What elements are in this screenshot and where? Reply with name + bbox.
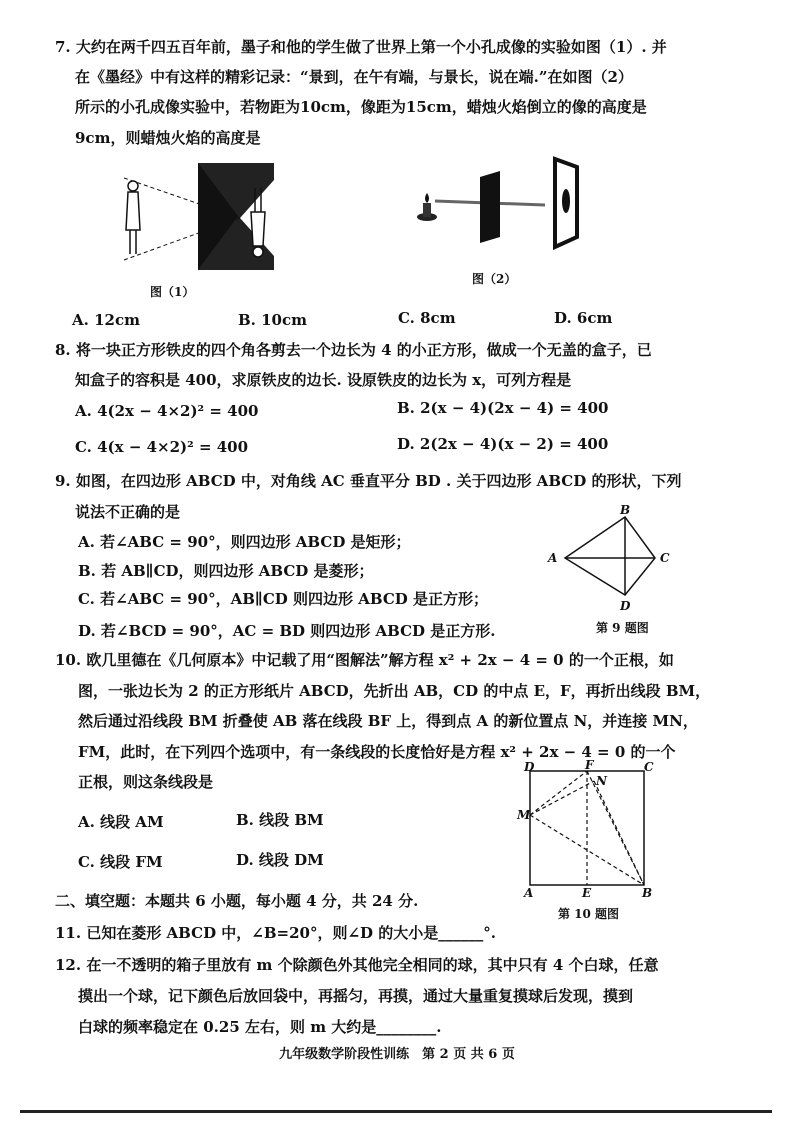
q9-label-b: B — [620, 503, 631, 517]
q9-line-1: 9. 如图，在四边形 ABCD 中，对角线 AC 垂直平分 BD . 关于四边形 ABCD 的形状，下列 — [55, 472, 682, 490]
pinhole-figure-2 — [405, 155, 595, 260]
bottom-rule — [20, 1110, 772, 1113]
q7-option-b[interactable]: B. 10cm — [238, 311, 308, 329]
q10-label-f: F — [585, 758, 594, 772]
q8-option-c[interactable]: C. 4(x − 4×2)² = 400 — [75, 438, 249, 456]
q9-option-d[interactable]: D. 若∠BCD = 90°，AC = BD 则四边形 ABCD 是正方形. — [78, 622, 496, 640]
q10-fig-caption: 第 10 题图 — [558, 907, 620, 921]
q9-option-c[interactable]: C. 若∠ABC = 90°，AB∥CD 则四边形 ABCD 是正方形； — [78, 590, 489, 608]
q8-option-b[interactable]: B. 2(x − 4)(2x − 4) = 400 — [397, 399, 609, 417]
q10-line-5: 正根，则这条线段是 — [78, 773, 214, 791]
q10-label-m: M — [517, 808, 531, 822]
q10-line-2: 图，一张边长为 2 的正方形纸片 ABCD，先折出 AB，CD 的中点 E，F，再折出线段 BM， — [78, 682, 711, 700]
q9-option-a[interactable]: A. 若∠ABC = 90°，则四边形 ABCD 是矩形； — [78, 533, 411, 551]
q10-option-a[interactable]: A. 线段 AM — [78, 813, 164, 831]
q12-line-1: 12. 在一不透明的箱子里放有 m 个除颜色外其他完全相同的球，其中只有 4 个白球，任意 — [55, 956, 659, 974]
q8-line-1: 8. 将一块正方形铁皮的四个角各剪去一个边长为 4 的小正方形，做成一个无盖的盒子，已 — [55, 341, 652, 359]
q10-line-4: FM，此时，在下列四个选项中，有一条线段的长度恰好是方程 x² + 2x − 4 = 0 的一个 — [78, 743, 676, 761]
q9-option-b[interactable]: B. 若 AB∥CD，则四边形 ABCD 是菱形； — [78, 562, 374, 580]
q9-label-a: A — [548, 551, 558, 565]
q7-line-2: 在《墨经》中有这样的精彩记录：“景到，在午有端，与景长，说在端.”在如图（2） — [75, 68, 633, 86]
q9-kite-figure — [540, 500, 680, 615]
q9-label-d: D — [620, 599, 631, 613]
q11: 11. 已知在菱形 ABCD 中，∠B=20°，则∠D 的大小是______°. — [55, 924, 497, 942]
q7-option-d[interactable]: D. 6cm — [554, 309, 613, 327]
q10-label-n: N — [596, 774, 607, 788]
fig2-caption: 图（2） — [472, 272, 517, 286]
page-footer: 九年级数学阶段性训练 第 2 页 共 6 页 — [279, 1047, 515, 1062]
q10-option-c[interactable]: C. 线段 FM — [78, 853, 163, 871]
q9-label-c: C — [660, 551, 670, 565]
q10-option-d[interactable]: D. 线段 DM — [236, 851, 324, 869]
q10-line-3: 然后通过沿线段 BM 折叠使 AB 落在线段 BF 上，得到点 A 的新位置点 N，并连接 MN， — [78, 712, 698, 730]
fig1-caption: 图（1） — [150, 285, 195, 299]
q7-option-a[interactable]: A. 12cm — [72, 311, 140, 329]
q10-label-a: A — [524, 886, 534, 900]
q10-label-c: C — [644, 760, 654, 774]
q7-line-4: 9cm，则蜡烛火焰的高度是 — [75, 129, 261, 147]
q7-option-c[interactable]: C. 8cm — [398, 309, 456, 327]
q8-line-2: 知盒子的容积是 400，求原铁皮的边长. 设原铁皮的边长为 x，可列方程是 — [75, 371, 572, 389]
q10-label-e: E — [582, 886, 592, 900]
section-2-heading: 二、填空题：本题共 6 小题，每小题 4 分，共 24 分. — [55, 892, 419, 910]
q7-line-3: 所示的小孔成像实验中，若物距为10cm，像距为15cm，蜡烛火焰倒立的像的高度是 — [75, 98, 647, 116]
q10-line-1: 10. 欧几里德在《几何原本》中记载了用“图解法”解方程 x² + 2x − 4 = 0 的一个正根，如 — [55, 651, 674, 669]
q10-square-figure — [520, 765, 660, 890]
q8-option-d[interactable]: D. 2(2x − 4)(x − 2) = 400 — [397, 435, 609, 453]
pinhole-figure-1 — [118, 160, 278, 275]
q9-fig-caption: 第 9 题图 — [596, 621, 649, 635]
q8-option-a[interactable]: A. 4(2x − 4×2)² = 400 — [75, 402, 259, 420]
q7-line-1: 7. 大约在两千四五百年前，墨子和他的学生做了世界上第一个小孔成像的实验如图（1）. 并 — [55, 38, 667, 56]
q10-label-d: D — [524, 760, 535, 774]
q12-line-3: 白球的频率稳定在 0.25 左右，则 m 大约是________. — [78, 1018, 442, 1036]
q10-option-b[interactable]: B. 线段 BM — [236, 811, 324, 829]
q9-line-2: 说法不正确的是 — [75, 503, 181, 521]
q10-label-b: B — [642, 886, 653, 900]
q12-line-2: 摸出一个球，记下颜色后放回袋中，再摇匀，再摸，通过大量重复摸球后发现，摸到 — [78, 987, 634, 1005]
